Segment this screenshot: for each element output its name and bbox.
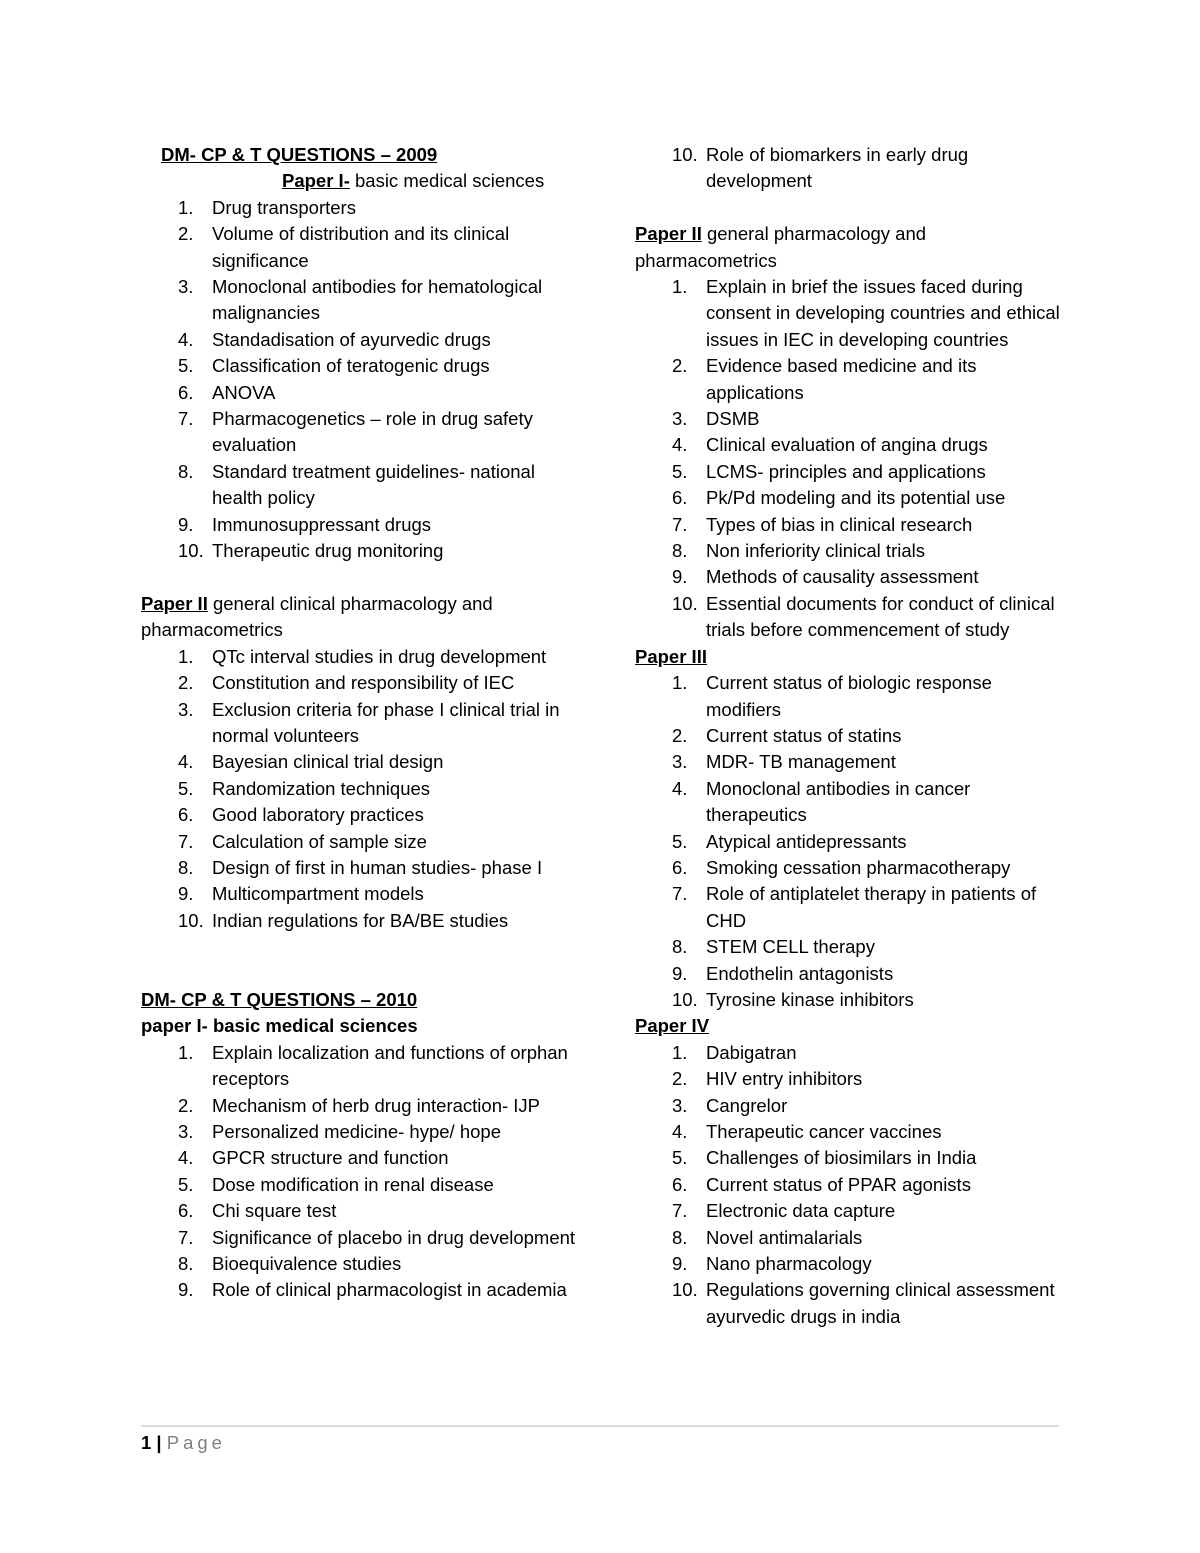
paper2-2010-list [635, 274, 1065, 644]
item-number: 9. [178, 883, 194, 905]
item-text: Non inferiority clinical trials [706, 540, 925, 562]
item-text: Essential documents for conduct of clinical trials before commencement of study [706, 592, 1055, 641]
list-item [635, 776, 1065, 829]
list-item [635, 1145, 1065, 1171]
item-text: Bioequivalence studies [212, 1253, 402, 1275]
list-item [635, 855, 1065, 881]
item-text: DSMB [706, 408, 760, 430]
item-text: MDR- TB management [706, 751, 896, 773]
item-number: 4. [672, 434, 688, 456]
item-number: 1. [672, 672, 688, 694]
list-item [141, 512, 581, 538]
item-number: 2. [672, 724, 688, 746]
list-item [635, 142, 1065, 195]
paper2-2009-title: general clinical pharmacology and pharmacometrics [141, 592, 493, 641]
item-text: Smoking cessation pharmacotherapy [706, 856, 1011, 878]
item-number: 10. [178, 909, 204, 931]
item-number: 9. [178, 1279, 194, 1301]
item-number: 2. [672, 1068, 688, 1090]
list-item [635, 459, 1065, 485]
item-number: 3. [672, 1094, 688, 1116]
paper1-2009-label: Paper I- [282, 170, 350, 192]
list-item [141, 327, 581, 353]
list-item [141, 1277, 581, 1303]
item-text: Calculation of sample size [212, 830, 427, 852]
paper1-2009-list [141, 195, 581, 565]
paper2-2009-list [141, 644, 581, 934]
list-item [141, 855, 581, 881]
list-item [141, 1225, 581, 1251]
item-text: Monoclonal antibodies in cancer therapeutics [706, 777, 971, 826]
list-item [635, 1172, 1065, 1198]
item-text: Bayesian clinical trial design [212, 751, 444, 773]
item-number: 7. [178, 830, 194, 852]
paper2-2009-label: Paper II [141, 592, 208, 614]
item-number: 1. [178, 1041, 194, 1063]
list-item [141, 802, 581, 828]
list-item [635, 961, 1065, 987]
page-footer [141, 1432, 226, 1454]
item-text: LCMS- principles and applications [706, 460, 986, 482]
right-column [635, 142, 1065, 1330]
item-text: Challenges of biosimilars in India [706, 1147, 977, 1169]
paper4-2010-heading: Paper IV [635, 1015, 710, 1037]
list-item [141, 380, 581, 406]
list-item [635, 987, 1065, 1013]
item-number: 10. [672, 1279, 698, 1301]
item-number: 7. [178, 1226, 194, 1248]
list-item [141, 195, 581, 221]
footer-divider [141, 1425, 1059, 1427]
item-number: 4. [672, 1121, 688, 1143]
item-text: Nano pharmacology [706, 1253, 872, 1275]
item-text: Good laboratory practices [212, 804, 424, 826]
item-text: Role of biomarkers in early drug development [706, 144, 969, 192]
paper2-2010-heading [635, 221, 1065, 274]
list-item [635, 1066, 1065, 1092]
item-text: Standadisation of ayurvedic drugs [212, 328, 491, 350]
item-number: 6. [178, 804, 194, 826]
list-item [635, 1198, 1065, 1224]
paper2-2010-title: general pharmacology and pharmacometrics [635, 223, 927, 271]
paper1-2009-title: basic medical sciences [349, 170, 545, 192]
item-text: Immunosuppressant drugs [212, 513, 432, 535]
item-number: 2. [178, 1094, 194, 1116]
list-item [141, 908, 581, 934]
item-text: QTc interval studies in drug development [212, 645, 547, 667]
item-text: Design of first in human studies- phase I [212, 856, 543, 878]
item-text: Chi square test [212, 1200, 337, 1222]
list-item [635, 1277, 1065, 1330]
list-item [635, 1093, 1065, 1119]
paper1-2009-heading [141, 168, 581, 194]
list-item [141, 459, 581, 512]
list-item [635, 829, 1065, 855]
list-item [141, 353, 581, 379]
item-text: Regulations governing clinical assessment ayurvedic drugs in india [706, 1279, 1055, 1327]
item-text: Pk/Pd modeling and its potential use [706, 487, 1006, 509]
item-text: Volume of distribution and its clinical significance [212, 223, 510, 271]
list-item [635, 881, 1065, 934]
list-item [141, 274, 581, 327]
item-text: Dabigatran [706, 1041, 797, 1063]
item-number: 8. [178, 460, 194, 482]
item-text: Atypical antidepressants [706, 830, 907, 852]
item-text: Evidence based medicine and its applications [706, 355, 977, 403]
item-text: Current status of PPAR agonists [706, 1173, 971, 1195]
item-number: 3. [178, 276, 194, 298]
paper3-2010-list [635, 670, 1065, 1013]
item-text: Electronic data capture [706, 1200, 896, 1222]
item-text: Explain localization and functions of orphan receptors [212, 1041, 568, 1090]
heading-2010: DM- CP & T QUESTIONS – 2010 [141, 988, 418, 1010]
list-item [635, 274, 1065, 353]
item-number: 1. [672, 1041, 688, 1063]
list-item [635, 1251, 1065, 1277]
page-word: Page [166, 1432, 226, 1453]
item-text: Role of antiplatelet therapy in patients of CHD [706, 883, 1037, 931]
item-number: 4. [178, 751, 194, 773]
item-number: 5. [672, 830, 688, 852]
item-number: 10. [672, 144, 698, 165]
list-item [635, 1119, 1065, 1145]
list-item [141, 776, 581, 802]
item-text: Multicompartment models [212, 883, 424, 905]
page-number: 1 [141, 1432, 152, 1453]
list-item [141, 1172, 581, 1198]
item-text: Exclusion criteria for phase I clinical trial in normal volunteers [212, 698, 560, 746]
item-text: Novel antimalarials [706, 1226, 863, 1248]
item-text: Therapeutic cancer vaccines [706, 1121, 942, 1143]
item-number: 5. [672, 460, 688, 482]
heading-2009: DM- CP & T QUESTIONS – 2009 [161, 144, 438, 165]
item-number: 9. [178, 513, 194, 535]
list-item [635, 934, 1065, 960]
item-text: HIV entry inhibitors [706, 1068, 863, 1090]
list-item [141, 1198, 581, 1224]
item-text: Drug transporters [212, 196, 356, 218]
list-item [635, 512, 1065, 538]
list-item [635, 564, 1065, 590]
item-number: 7. [672, 883, 688, 905]
paper1-2010-continued-list [635, 142, 1065, 195]
item-text: Current status of statins [706, 724, 902, 746]
paper2-2010-label: Paper II [635, 223, 702, 245]
paper1-2010-heading: paper I- basic medical sciences [141, 1015, 418, 1037]
item-number: 6. [672, 487, 688, 509]
item-number: 1. [178, 645, 194, 667]
item-text: Randomization techniques [212, 777, 431, 799]
item-number: 5. [672, 1147, 688, 1169]
item-text: Personalized medicine- hype/ hope [212, 1121, 501, 1142]
item-number: 3. [672, 751, 688, 773]
list-item [141, 1093, 581, 1119]
paper4-2010-list [635, 1040, 1065, 1330]
item-text: Tyrosine kinase inhibitors [706, 988, 914, 1010]
item-number: 8. [672, 1226, 688, 1248]
list-item [141, 538, 581, 564]
item-number: 9. [672, 962, 688, 984]
item-number: 2. [672, 355, 688, 377]
paper3-2010-heading: Paper III [635, 645, 707, 667]
list-item [635, 670, 1065, 723]
list-item [635, 749, 1065, 775]
item-number: 1. [178, 196, 194, 218]
item-number: 10. [178, 540, 204, 562]
list-item [141, 644, 581, 670]
item-number: 8. [672, 540, 688, 562]
item-number: 3. [178, 698, 194, 720]
item-text: Monoclonal antibodies for hematological malignancies [212, 276, 543, 324]
item-text: Mechanism of herb drug interaction- IJP [212, 1094, 541, 1116]
list-item [635, 591, 1065, 644]
item-text: Current status of biologic response modifiers [706, 672, 992, 720]
item-text: Standard treatment guidelines- national health policy [212, 460, 535, 509]
item-number: 6. [178, 1200, 194, 1222]
item-number: 10. [672, 988, 698, 1010]
item-number: 8. [672, 936, 688, 958]
item-number: 7. [672, 513, 688, 535]
item-number: 5. [178, 777, 194, 799]
item-text: Role of clinical pharmacologist in academia [212, 1279, 567, 1301]
list-item [635, 1225, 1065, 1251]
item-number: 6. [178, 381, 194, 403]
item-text: Endothelin antagonists [706, 962, 894, 984]
list-item [141, 406, 581, 459]
list-item [141, 1251, 581, 1277]
item-number: 6. [672, 856, 688, 878]
item-text: Methods of causality assessment [706, 566, 979, 588]
item-text: Therapeutic drug monitoring [212, 540, 444, 562]
list-item [141, 881, 581, 907]
list-item [635, 1040, 1065, 1066]
item-number: 5. [178, 355, 194, 377]
list-item [141, 221, 581, 274]
item-number: 3. [672, 408, 688, 430]
item-number: 3. [178, 1121, 194, 1142]
item-number: 8. [178, 1253, 194, 1275]
list-item [141, 697, 581, 750]
list-item [635, 538, 1065, 564]
item-text: Significance of placebo in drug development [212, 1226, 576, 1248]
item-text: Explain in brief the issues faced during consent in developing countries and ethical issues in IEC in developing countries [706, 276, 1060, 350]
item-text: Indian regulations for BA/BE studies [212, 909, 509, 931]
item-text: Clinical evaluation of angina drugs [706, 434, 988, 456]
item-text: Pharmacogenetics – role in drug safety evaluation [212, 408, 533, 456]
list-item [635, 406, 1065, 432]
item-number: 2. [178, 672, 194, 694]
item-number: 4. [672, 777, 688, 799]
item-text: GPCR structure and function [212, 1147, 449, 1169]
list-item [635, 432, 1065, 458]
left-column [141, 142, 581, 1304]
item-number: 8. [178, 856, 194, 878]
list-item [141, 1119, 581, 1145]
item-number: 2. [178, 223, 194, 245]
footer-separator: | [151, 1432, 167, 1453]
list-item [141, 749, 581, 775]
list-item [635, 723, 1065, 749]
item-text: Dose modification in renal disease [212, 1173, 494, 1195]
item-number: 6. [672, 1173, 688, 1195]
item-text: Constitution and responsibility of IEC [212, 672, 515, 694]
list-item [635, 353, 1065, 406]
paper2-2009-heading [141, 591, 581, 644]
item-number: 10. [672, 592, 698, 614]
list-item [141, 670, 581, 696]
list-item [141, 1040, 581, 1093]
item-number: 7. [672, 1200, 688, 1222]
item-text: Cangrelor [706, 1094, 788, 1116]
item-number: 4. [178, 328, 194, 350]
paper1-2010-list [141, 1040, 581, 1304]
item-number: 9. [672, 566, 688, 588]
item-number: 1. [672, 276, 688, 298]
item-text: Classification of teratogenic drugs [212, 355, 490, 377]
list-item [141, 1145, 581, 1171]
item-text: Types of bias in clinical research [706, 513, 973, 535]
item-text: STEM CELL therapy [706, 936, 875, 958]
item-number: 9. [672, 1253, 688, 1275]
list-item [141, 829, 581, 855]
item-text: ANOVA [212, 381, 276, 403]
item-number: 4. [178, 1147, 194, 1169]
item-number: 5. [178, 1173, 194, 1195]
list-item [635, 485, 1065, 511]
item-number: 7. [178, 408, 194, 430]
